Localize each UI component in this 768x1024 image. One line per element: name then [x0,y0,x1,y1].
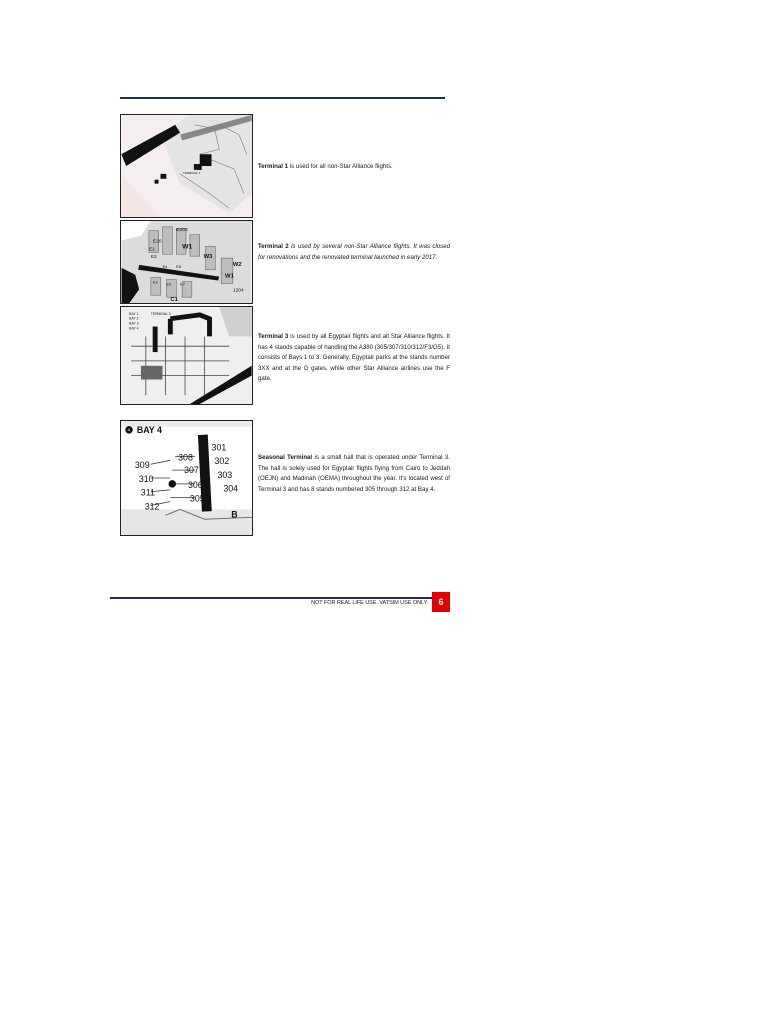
stand-304: 304 [223,483,239,494]
stand-305: 305 [189,493,205,504]
seasonal-terminal-name: Seasonal Terminal [258,454,313,461]
t2-label-e7: E7 [180,281,185,287]
terminal-3-map [120,306,253,405]
page-number-badge: 6 [432,592,450,612]
t2-label-e203: E203 [176,227,188,233]
seasonal-terminal-description [258,453,450,495]
t3-label-bay3: BAY 3 [129,321,139,326]
t2-label-e4: E4 [162,263,168,269]
seasonal-terminal-section [120,420,450,536]
t2-label-e3: E3 [152,279,158,285]
terminal-1-map [120,114,253,218]
stand-306: 306 [187,479,203,490]
stand-312: 312 [144,501,160,512]
t3-label-bay2: BAY 2 [129,316,139,321]
t2-label-1204: 1204 [232,288,244,294]
stand-307: 307 [184,465,199,476]
terminal-3-name: Terminal 3 [258,333,289,340]
terminal-2-section [120,220,450,304]
t2-label-c1: C1 [170,297,178,303]
stand-308: 308 [178,452,193,463]
terminal-2-map [120,220,253,304]
terminal-1-section [120,114,450,218]
terminal-2-text: is used by several non-Star Alliance flights. It was closed for renovations and the renovated terminal launched in early 2017. [258,243,450,261]
t2-label-w1-top: W1 [182,243,193,251]
t2-label-e20: E20 [152,239,162,245]
stand-302: 302 [214,456,230,467]
t3-label-terminal: TERMINAL 3 [150,311,171,316]
t2-label-w1-right: W1 [225,273,234,280]
t2-label-e2: E2 [150,255,157,261]
header-rule [120,97,445,99]
stand-310: 310 [138,473,154,484]
stand-311: 311 [140,487,155,498]
footer-rule [110,597,432,599]
terminal-1-map-label: TERMINAL 1 [183,170,201,175]
t2-label-e6: E6 [176,263,182,269]
terminal-3-description [258,332,450,385]
footer-disclaimer: NOT FOR REAL LIFE USE. VATSIM USE ONLY. [311,600,428,606]
taxiway-b: B [231,509,238,520]
t2-label-e5: E5 [166,281,172,287]
t2-label-e1: E1 [148,247,155,253]
seasonal-bay-label: BAY 4 [136,424,162,435]
terminal-3-text: is used by all Egyptair flights and all Star Alliance flights. It has 4 stands capable of handling the A380 (305/307/310/312/F3/G5). It consists of Bays 1 to 3. Generally, Egyptair parks at the stands number 3XX and at the G gates, while other Star Alliance airlines use the F gate. [258,333,450,383]
stand-309: 309 [134,460,150,471]
terminal-2-description [258,242,450,263]
terminal-2-name: Terminal 2 [258,243,289,250]
t2-label-w2: W2 [232,261,242,268]
terminal-1-text: is used for all non-Star Alliance flights. [288,163,393,170]
seasonal-terminal-text: is a small hall that is operated under Terminal 3. The hall is solely used for Egyptair flights flying from Cairo to Jeddah (OEJN) and Madinah (OEMA) throughout the year. It's located west of Terminal 3 and has 8 stands numbered 305 through 312 at Bay 4. [258,454,450,493]
stand-301: 301 [211,442,227,453]
stand-303: 303 [217,470,233,480]
terminal-1-description [258,162,450,173]
seasonal-terminal-map [120,420,253,536]
terminal-3-section [120,306,450,405]
t2-label-w3: W3 [203,254,213,261]
seasonal-bay-marker: 4 [127,427,131,433]
t3-label-bay1: BAY 1 [129,311,139,316]
t3-label-bay4: BAY 4 [129,326,139,331]
terminal-1-name: Terminal 1 [258,163,289,170]
